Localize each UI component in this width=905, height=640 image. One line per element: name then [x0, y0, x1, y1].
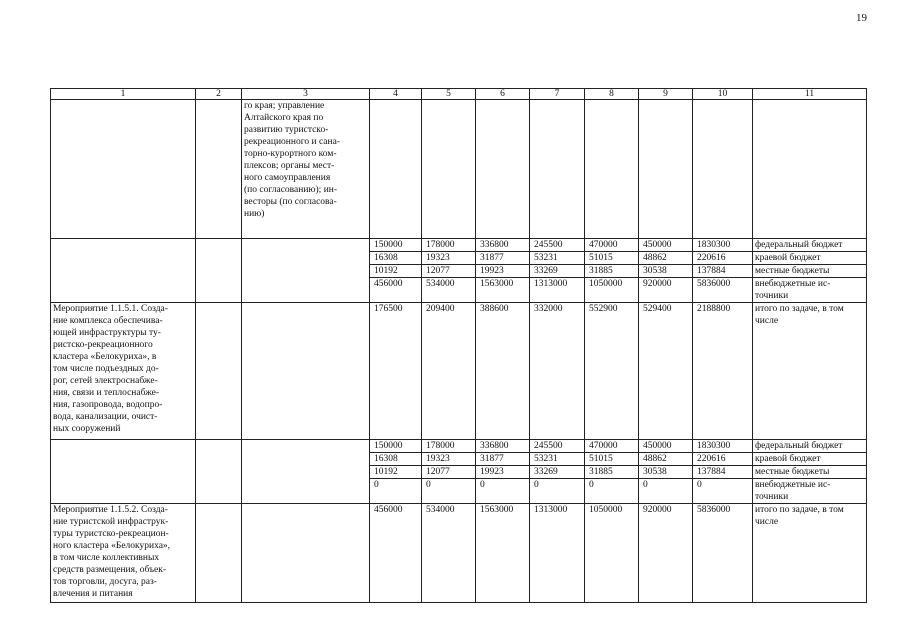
amount-cell: 12077	[422, 466, 476, 479]
amount-cell: 178000	[422, 239, 476, 252]
amount-cell: 1563000	[476, 504, 530, 603]
amount-cell: 19923	[476, 466, 530, 479]
header-cell: 4	[370, 89, 422, 100]
funding-source-cell: итого по задаче, в том числе	[753, 303, 867, 440]
funding-row	[51, 440, 867, 453]
amount-cell: 137884	[693, 265, 753, 278]
amount-cell: 10192	[370, 466, 422, 479]
amount-cell: 245500	[530, 239, 585, 252]
header-row	[51, 89, 867, 100]
funding-source-cell: краевой бюджет	[753, 252, 867, 265]
header-cell: 9	[639, 89, 693, 100]
amount-cell: 176500	[370, 303, 422, 440]
funding-source-cell: федеральный бюджет	[753, 239, 867, 252]
amount-cell: 220616	[693, 252, 753, 265]
amount-cell: 388600	[476, 303, 530, 440]
amount-cell: 920000	[639, 278, 693, 303]
amount-cell: 456000	[370, 278, 422, 303]
amount-cell: 19923	[476, 265, 530, 278]
empty-cell	[51, 100, 196, 239]
empty-cell	[51, 440, 196, 504]
amount-cell: 336800	[476, 239, 530, 252]
empty-cell	[530, 100, 585, 239]
funding-row	[51, 239, 867, 252]
empty-cell	[242, 239, 370, 303]
amount-cell: 1830300	[693, 239, 753, 252]
header-cell: 7	[530, 89, 585, 100]
amount-cell: 33269	[530, 466, 585, 479]
amount-cell: 332000	[530, 303, 585, 440]
empty-cell	[753, 100, 867, 239]
amount-cell: 529400	[639, 303, 693, 440]
header-cell: 8	[585, 89, 639, 100]
empty-cell	[196, 440, 242, 504]
empty-cell	[196, 303, 242, 440]
amount-cell: 552900	[585, 303, 639, 440]
amount-cell: 0	[422, 479, 476, 504]
empty-cell	[196, 504, 242, 603]
amount-cell: 450000	[639, 440, 693, 453]
header-cell: 3	[242, 89, 370, 100]
amount-cell: 0	[370, 479, 422, 504]
empty-cell	[422, 100, 476, 239]
table-body	[51, 89, 867, 603]
amount-cell: 53231	[530, 252, 585, 265]
amount-cell: 178000	[422, 440, 476, 453]
amount-cell: 0	[585, 479, 639, 504]
amount-cell: 51015	[585, 252, 639, 265]
funding-source-cell: краевой бюджет	[753, 453, 867, 466]
amount-cell: 450000	[639, 239, 693, 252]
funding-source-cell: местные бюджеты	[753, 466, 867, 479]
measure-title: Мероприятие 1.1.5.1. Созда- ние комплекса обеспечива- ющей инфраструктуры ту- ристско-рекреационного кластера «Белокуриха», в том числе подъездных до- рог, сетей электроснабже- ния, связи и теплоснабже- ния, газопровода, водопро- вода, канализации, очист- ных сооружений	[51, 303, 196, 440]
amount-cell: 137884	[693, 466, 753, 479]
amount-cell: 53231	[530, 453, 585, 466]
amount-cell: 1050000	[585, 278, 639, 303]
amount-cell: 51015	[585, 453, 639, 466]
amount-cell: 0	[476, 479, 530, 504]
amount-cell: 1313000	[530, 278, 585, 303]
header-cell: 11	[753, 89, 867, 100]
amount-cell: 245500	[530, 440, 585, 453]
amount-cell: 1050000	[585, 504, 639, 603]
amount-cell: 33269	[530, 265, 585, 278]
amount-cell: 48862	[639, 453, 693, 466]
amount-cell: 220616	[693, 453, 753, 466]
empty-cell	[693, 100, 753, 239]
funding-source-cell: итого по задаче, в том числе	[753, 504, 867, 603]
amount-cell: 48862	[639, 252, 693, 265]
empty-cell	[639, 100, 693, 239]
amount-cell: 470000	[585, 440, 639, 453]
funding-source-cell: федеральный бюджет	[753, 440, 867, 453]
amount-cell: 534000	[422, 504, 476, 603]
amount-cell: 0	[530, 479, 585, 504]
amount-cell: 1563000	[476, 278, 530, 303]
amount-cell: 0	[693, 479, 753, 504]
amount-cell: 534000	[422, 278, 476, 303]
amount-cell: 209400	[422, 303, 476, 440]
continuation-row	[51, 100, 867, 239]
empty-cell	[196, 100, 242, 239]
empty-cell	[51, 239, 196, 303]
amount-cell: 19323	[422, 252, 476, 265]
measure-row	[51, 504, 867, 603]
amount-cell: 0	[639, 479, 693, 504]
page-number: 19	[856, 12, 867, 24]
empty-cell	[242, 504, 370, 603]
header-cell: 6	[476, 89, 530, 100]
amount-cell: 31877	[476, 252, 530, 265]
amount-cell: 19323	[422, 453, 476, 466]
amount-cell: 2188800	[693, 303, 753, 440]
amount-cell: 1313000	[530, 504, 585, 603]
header-cell: 1	[51, 89, 196, 100]
funding-source-cell: местные бюджеты	[753, 265, 867, 278]
amount-cell: 150000	[370, 440, 422, 453]
measure-title: Мероприятие 1.1.5.2. Созда- ние туристской инфраструк- туры туристско-рекреацион- ного кластера «Белокуриха», в том числе коллективных средств размещения, объек- тов торговли, досуга, раз- влечения и питания	[51, 504, 196, 603]
amount-cell: 150000	[370, 239, 422, 252]
header-cell: 5	[422, 89, 476, 100]
amount-cell: 1830300	[693, 440, 753, 453]
amount-cell: 5836000	[693, 504, 753, 603]
amount-cell: 30538	[639, 466, 693, 479]
empty-cell	[370, 100, 422, 239]
empty-cell	[242, 440, 370, 504]
funding-source-cell: внебюджетные ис- точники	[753, 479, 867, 504]
responsible-cell: го края; управление Алтайского края по развитию туристско- рекреационного и сана- торно-курортного ком- плексов; органы мест- ного самоуправления (по согласованию); ин- весторы (по согласова- нию)	[242, 100, 370, 239]
amount-cell: 5836000	[693, 278, 753, 303]
amount-cell: 10192	[370, 265, 422, 278]
empty-cell	[242, 303, 370, 440]
funding-source-cell: внебюджетные ис- точники	[753, 278, 867, 303]
amount-cell: 456000	[370, 504, 422, 603]
header-cell: 10	[693, 89, 753, 100]
program-table	[50, 88, 867, 603]
amount-cell: 31885	[585, 466, 639, 479]
empty-cell	[476, 100, 530, 239]
amount-cell: 16308	[370, 252, 422, 265]
amount-cell: 31885	[585, 265, 639, 278]
amount-cell: 336800	[476, 440, 530, 453]
amount-cell: 31877	[476, 453, 530, 466]
amount-cell: 470000	[585, 239, 639, 252]
amount-cell: 30538	[639, 265, 693, 278]
empty-cell	[196, 239, 242, 303]
amount-cell: 16308	[370, 453, 422, 466]
amount-cell: 920000	[639, 504, 693, 603]
measure-row	[51, 303, 867, 440]
header-cell: 2	[196, 89, 242, 100]
amount-cell: 12077	[422, 265, 476, 278]
empty-cell	[585, 100, 639, 239]
